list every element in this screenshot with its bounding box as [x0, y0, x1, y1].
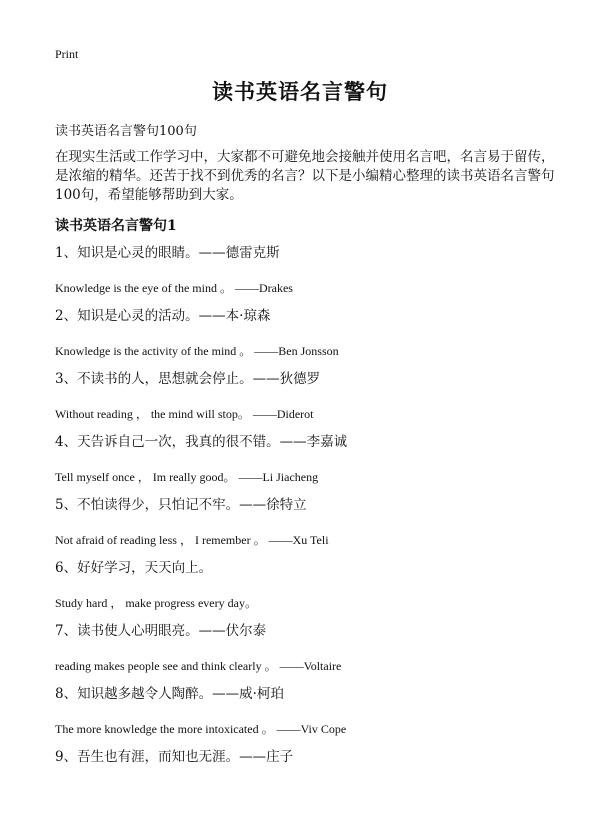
quote-english: Tell myself once ， Im really good。 ——Li Jiacheng — [55, 470, 319, 484]
quote-chinese: 8、知识越多越令人陶醉。——威·柯珀 — [55, 686, 284, 702]
quote-english: Without reading ， the mind will stop。 ——Diderot — [55, 407, 314, 421]
page-title: 读书英语名言警句 — [212, 80, 388, 104]
quote-english: The more knowledge the more intoxicated 。 ——Viv Cope — [55, 722, 347, 736]
quote-item-3 — [55, 368, 555, 431]
quote-item-5 — [55, 494, 555, 557]
quote-english: Not afraid of reading less ， I remember 。 ——Xu Teli — [55, 533, 329, 547]
quote-chinese: 6、好好学习，天天向上。 — [55, 560, 213, 576]
print-label[interactable]: Print — [55, 47, 79, 61]
quote-item-2 — [55, 305, 555, 368]
quote-item-1 — [55, 242, 555, 305]
quote-chinese: 7、读书使人心明眼亮。——伏尔泰 — [55, 623, 267, 639]
quote-item-6 — [55, 557, 555, 620]
quote-item-7 — [55, 620, 555, 683]
subtitle: 读书英语名言警句100句 — [55, 124, 197, 139]
quote-chinese: 3、不读书的人，思想就会停止。——狄德罗 — [55, 371, 321, 387]
quote-item-8 — [55, 683, 555, 746]
quote-chinese: 2、知识是心灵的活动。——本·琼森 — [55, 308, 271, 324]
quote-item-4 — [55, 431, 555, 494]
quote-item-9 — [55, 746, 555, 809]
quote-english: reading makes people see and think clearly 。 ——Voltaire — [55, 659, 342, 673]
quote-list — [55, 242, 555, 809]
quote-english: Knowledge is the eye of the mind 。 ——Drakes — [55, 281, 293, 295]
quote-chinese: 1、知识是心灵的眼睛。——德雷克斯 — [55, 245, 280, 261]
quote-chinese: 5、不怕读得少，只怕记不牢。——徐特立 — [55, 497, 307, 513]
quote-english: Knowledge is the activity of the mind 。 ——Ben Jonsson — [55, 344, 339, 358]
quote-chinese: 9、吾生也有涯，而知也无涯。——庄子 — [55, 749, 294, 765]
intro-paragraph: 在现实生活或工作学习中，大家都不可避免地会接触并使用名言吧，名言易于留传，是浓缩的精华。还苦于找不到优秀的名言？以下是小编精心整理的读书英语名言警句100句，希望能够帮助到大家。 — [55, 149, 555, 203]
section-heading: 读书英语名言警句1 — [55, 218, 177, 234]
quote-english: Study hard ， make progress every day。 — [55, 596, 257, 610]
quote-chinese: 4、天告诉自己一次，我真的很不错。——李嘉诚 — [55, 434, 348, 450]
